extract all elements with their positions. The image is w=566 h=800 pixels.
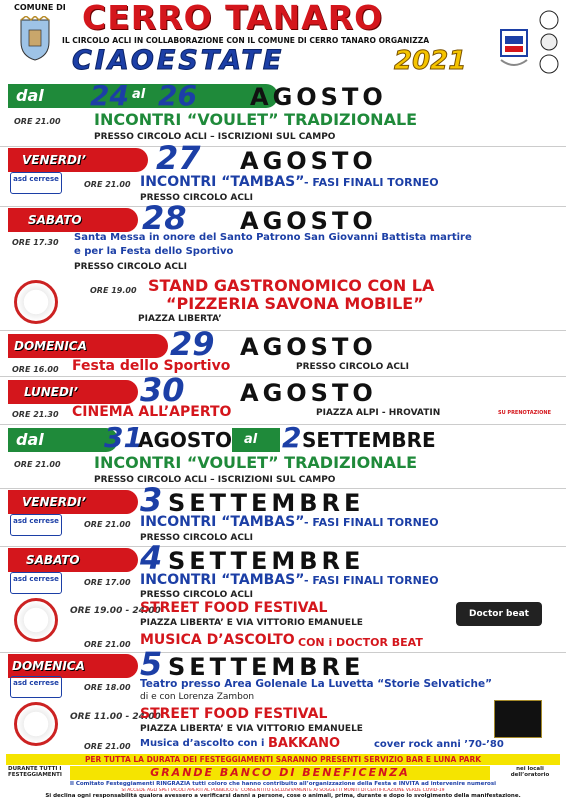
coat-of-arms-icon: [18, 16, 52, 62]
date-number: 3: [140, 481, 163, 519]
pizza-plate-icon: [14, 598, 58, 642]
event-time: ORE 19.00: [90, 286, 137, 295]
ciao-estate-banner: [72, 46, 482, 76]
month-label: AGOSTO: [240, 333, 377, 361]
event-location: PRESSO CIRCOLO ACLI: [140, 193, 254, 203]
date-prefix: dal: [16, 430, 44, 449]
divider: [0, 330, 566, 331]
date-number: 24: [90, 79, 129, 112]
month-label: AGOSTO: [138, 428, 232, 452]
event-time: ORE 19.00 - 24.00: [70, 606, 161, 616]
event-time: ORE 17.00: [84, 578, 131, 587]
month-label: AGOSTO: [240, 207, 377, 235]
event-location: PRESSO CIRCOLO ACLI: [74, 262, 188, 272]
day-label: VENERDI’: [22, 153, 86, 167]
event-title-line2: “PIZZERIA SAVONA MOBILE”: [166, 294, 424, 313]
date-number: 27: [156, 139, 201, 177]
band-name: BAKKANO: [268, 736, 341, 751]
event-time: ORE 21.00: [84, 742, 131, 751]
event-location: PIAZZA LIBERTA’ E VIA VITTORIO EMANUELE: [140, 618, 363, 628]
event-title: Teatro presso Area Golenale La Luvetta “Storie Selvatiche”: [140, 678, 493, 690]
event-time: ORE 11.00 - 24.00: [70, 712, 161, 722]
pizza-plate-icon: [14, 280, 58, 324]
event-title-line2: e per la Festa dello Sportivo: [74, 246, 234, 257]
doctor-beat-logo: Doctor beat: [456, 602, 542, 626]
event-time: ORE 16.00: [12, 365, 59, 374]
footer-covid-note: SI ACCEDE AGLI SPETTACOLI APERTI AL PUBBLICO E’ CONSENTITO ESCLUSIVAMENTE AI SOGGETTI MUNITI DI CERTIFICAZIONE VERDE COVID-19: [121, 788, 445, 793]
event-location: PIAZZA LIBERTA’ E VIA VITTORIO EMANUELE: [140, 724, 363, 734]
sports-balls-icon: [536, 8, 562, 76]
event-location: PRESSO CIRCOLO ACLI: [140, 590, 254, 600]
date-prefix: dal: [16, 86, 44, 105]
footer-location-label: nei locali dell’oratorio: [510, 766, 550, 778]
event-time: ORE 21.00: [14, 460, 61, 469]
month-label: SETTEMBRE: [168, 653, 365, 681]
event-title: Festa dello Sportivo: [72, 358, 231, 374]
date-number: 28: [142, 199, 187, 237]
event-time: ORE 21.00: [14, 117, 61, 126]
booking-note: SU PRENOTAZIONE: [498, 410, 551, 416]
event-location: PIAZZA LIBERTA’: [138, 314, 222, 324]
month-label: AGOSTO: [240, 147, 377, 175]
comune-label: COMUNE DI: [14, 3, 66, 12]
event-subtitle: - FASI FINALI TORNEO: [304, 574, 439, 587]
event-time: ORE 21.00: [84, 180, 131, 189]
footer-thanks: Il Comitato Festeggiamenti RINGRAZIA tutti coloro che hanno contribuito all’organizzazione della Festa e INVITA ad intervenire numerosi: [70, 781, 496, 787]
date-number: 31: [104, 421, 143, 454]
asd-cerrese-logo: asd cerrese: [10, 572, 62, 594]
day-label: DOMENICA: [14, 339, 87, 353]
band-genre: cover rock anni ’70-’80: [374, 739, 504, 750]
page-title: CERRO TANARO: [82, 0, 384, 37]
month-label: SETTEMBRE: [302, 428, 436, 452]
event-title: INCONTRI “TAMBAS”: [140, 514, 305, 530]
banco-beneficenza: GRANDE BANCO DI BENEFICENZA: [70, 766, 490, 780]
month-label: SETTEMBRE: [168, 489, 365, 517]
acli-logo-icon: [497, 12, 533, 72]
event-subtitle: - FASI FINALI TORNEO: [304, 176, 439, 189]
day-label: LUNEDI’: [24, 385, 78, 399]
month-label: AGOSTO: [240, 379, 377, 407]
event-title: Santa Messa in onore del Santo Patrono San Giovanni Battista martire: [74, 232, 472, 243]
day-label: DOMENICA: [12, 659, 85, 673]
event-location: PRESSO CIRCOLO ACLI – ISCRIZIONI SUL CAMPO: [94, 475, 336, 485]
event-title: INCONTRI “VOULET” TRADIZIONALE: [94, 110, 418, 129]
event-title: INCONTRI “TAMBAS”: [140, 174, 305, 190]
month-label: SETTEMBRE: [168, 547, 365, 575]
event-time: ORE 17.30: [12, 238, 59, 247]
date-number: 29: [170, 325, 215, 363]
divider: [0, 376, 566, 377]
bakkano-logo: [494, 700, 542, 738]
asd-cerrese-logo: asd cerrese: [10, 676, 62, 698]
event-title: STREET FOOD FESTIVAL: [140, 706, 328, 722]
date-connector: al: [244, 432, 258, 447]
footer-disclaimer: Si declina ogni responsabilità qualora avessero a verificarsi danni a persone, cose o animali, prima, durante e dopo lo svolgimento della manifestazione.: [45, 793, 521, 799]
date-connector: al: [132, 87, 146, 102]
date-number: 26: [158, 79, 197, 112]
event-subtitle: - FASI FINALI TORNEO: [304, 516, 439, 529]
date-number: 2: [282, 421, 302, 454]
event-time: ORE 21.00: [84, 640, 131, 649]
event-title: INCONTRI “TAMBAS”: [140, 572, 305, 588]
event-location: PRESSO CIRCOLO ACLI – ISCRIZIONI SUL CAMPO: [94, 132, 336, 142]
month-label: AGOSTO: [250, 83, 387, 111]
event-location: PIAZZA ALPI - HROVATIN: [316, 408, 441, 418]
date-number: 5: [140, 645, 163, 683]
event-time: ORE 21.00: [84, 520, 131, 529]
event-location: PRESSO CIRCOLO ACLI: [140, 533, 254, 543]
event-name: CIAOESTATE: [72, 45, 285, 76]
event-title: STREET FOOD FESTIVAL: [140, 600, 328, 616]
footer-services: PER TUTTA LA DURATA DEI FESTEGGIAMENTI SARANNO PRESENTI SERVIZIO BAR E LUNA PARK: [6, 754, 560, 765]
asd-cerrese-logo: asd cerrese: [10, 172, 62, 194]
event-credits: di e con Lorenza Zambon: [140, 692, 255, 702]
event-year: 2021: [394, 46, 467, 76]
event-time: ORE 18.00: [84, 683, 131, 692]
event-location: PRESSO CIRCOLO ACLI: [296, 362, 410, 372]
event-subtitle: CON i DOCTOR BEAT: [298, 636, 423, 649]
pizza-plate-icon: [14, 702, 58, 746]
event-title: INCONTRI “VOULET” TRADIZIONALE: [94, 453, 418, 472]
day-label: SABATO: [26, 553, 80, 567]
day-label: SABATO: [28, 213, 82, 227]
asd-cerrese-logo: asd cerrese: [10, 514, 62, 536]
event-title: Musica d’ascolto con i: [140, 738, 265, 749]
event-time: ORE 21.30: [12, 410, 59, 419]
date-number: 30: [140, 371, 185, 409]
day-label: VENERDI’: [22, 495, 86, 509]
footer-during-label: DURANTE TUTTI I FESTEGGIAMENTI: [8, 766, 62, 778]
event-title: MUSICA D’ASCOLTO: [140, 632, 295, 648]
date-number: 4: [140, 539, 163, 577]
event-title: STAND GASTRONOMICO CON LA: [148, 276, 435, 295]
subtitle: IL CIRCOLO ACLI IN COLLABORAZIONE CON IL COMUNE DI CERRO TANARO ORGANIZZA: [62, 36, 430, 45]
event-title: CINEMA ALL’APERTO: [72, 404, 232, 420]
